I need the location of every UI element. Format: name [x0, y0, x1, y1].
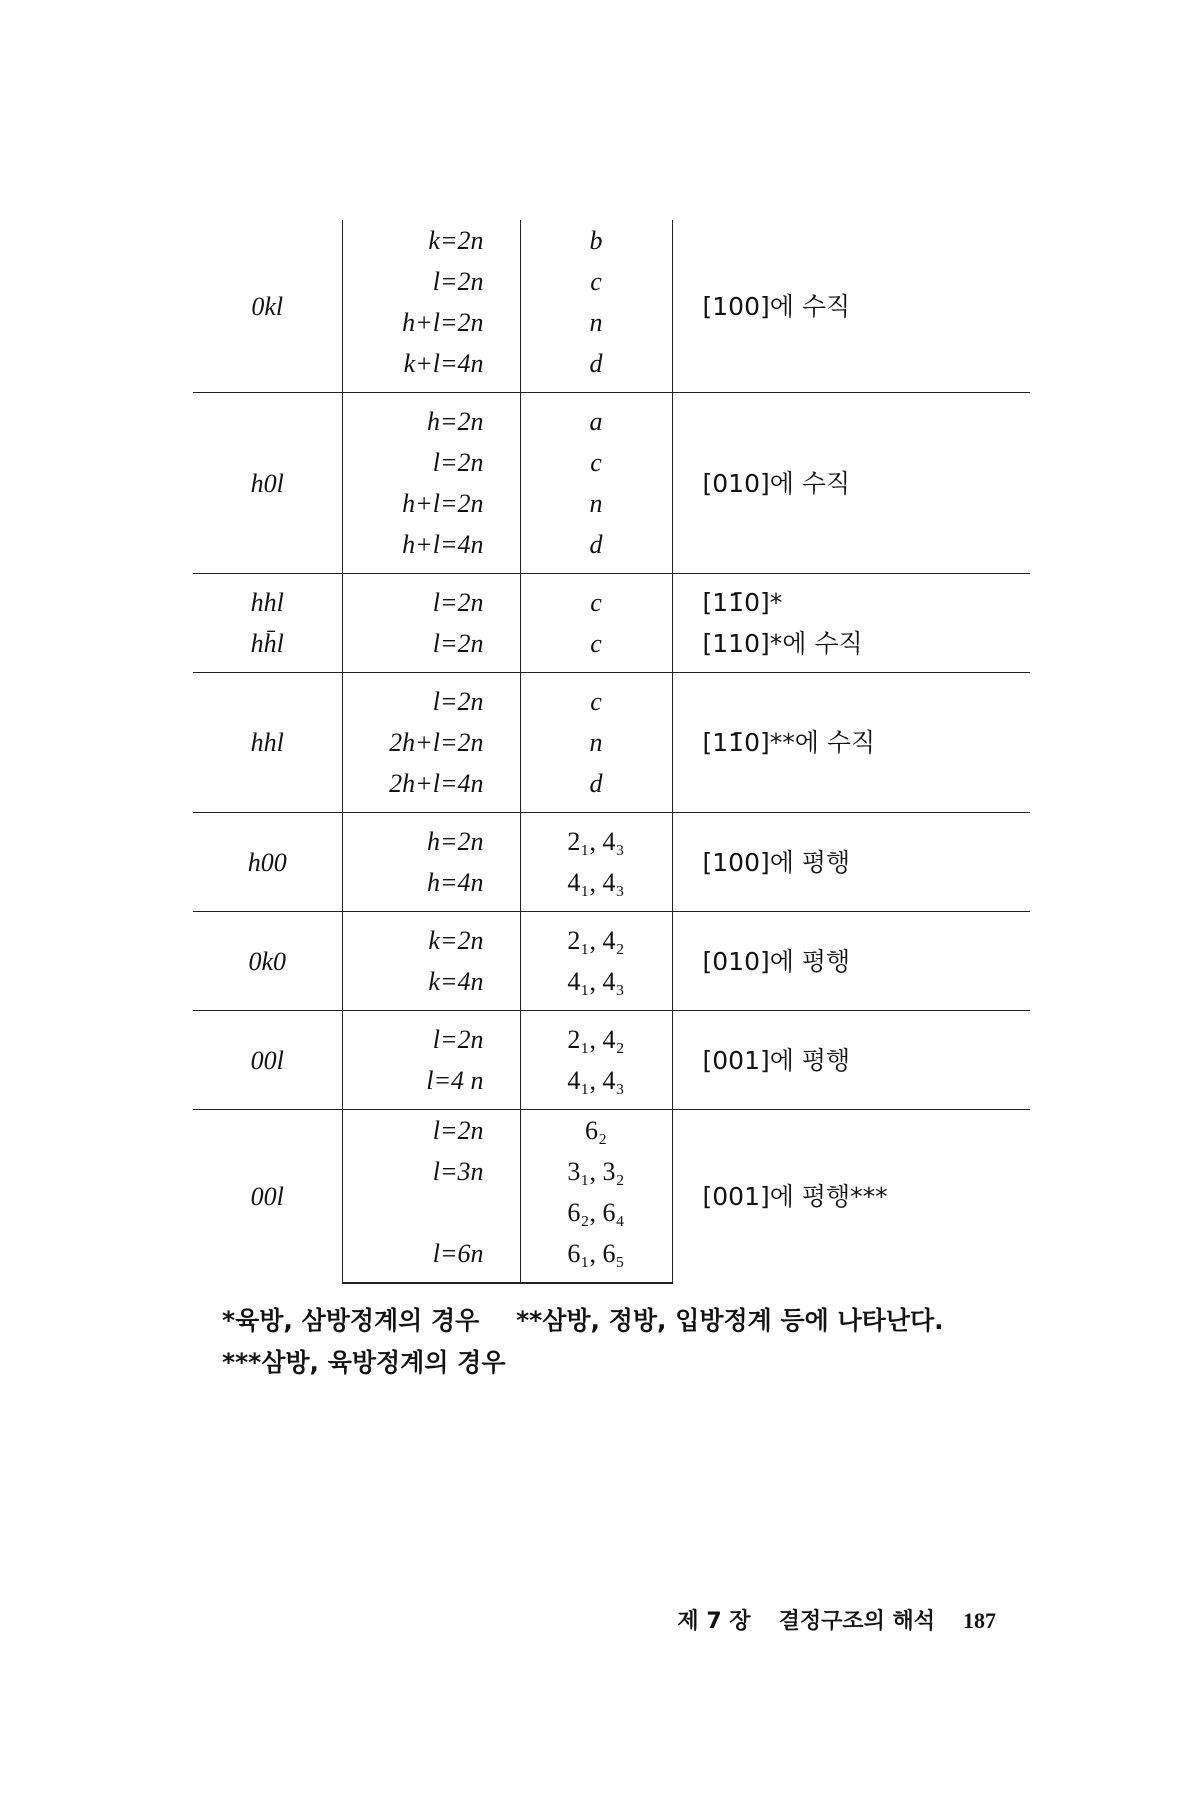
symbol-cell: b	[520, 220, 672, 261]
chapter-label: 제 7 장	[677, 1609, 751, 1634]
condition-cell: l=2n	[342, 623, 520, 673]
table-row	[193, 813, 1030, 863]
reflection-cell: hhl	[193, 673, 342, 813]
orientation-cell: [11̄0]*	[672, 574, 1030, 624]
symbol-cell: 6₁, 6₅	[520, 1233, 672, 1283]
footnote-trigonal-hexagonal: ***삼방, 육방정계의 경우	[222, 1348, 506, 1377]
table-footnotes	[222, 1300, 944, 1384]
chapter-title: 결정구조의 해석	[778, 1609, 935, 1634]
condition-cell: l=2n	[342, 442, 520, 483]
condition-cell: l=3n	[342, 1151, 520, 1192]
symbol-cell: 6₂	[520, 1110, 672, 1152]
orientation-cell: [010]에 수직	[672, 393, 1030, 574]
orientation-cell: [001]에 평행	[672, 1011, 1030, 1110]
condition-cell: l=2n	[342, 673, 520, 723]
symbol-cell: 2₁, 4₃	[520, 813, 672, 863]
footnote-line	[222, 1342, 944, 1384]
symbol-cell: c	[520, 261, 672, 302]
condition-cell: l=2n	[342, 1110, 520, 1152]
footnote-line	[222, 1300, 944, 1342]
condition-cell: h=2n	[342, 813, 520, 863]
table-row	[193, 673, 1030, 723]
symbol-cell: c	[520, 673, 672, 723]
condition-cell: h=2n	[342, 393, 520, 443]
reflection-cell: hh̄l	[250, 629, 284, 658]
condition-cell: k+l=4n	[342, 343, 520, 393]
table-row	[193, 1110, 1030, 1152]
extinction-conditions-table	[193, 220, 1030, 1284]
table-row	[193, 393, 1030, 443]
condition-cell: h+l=2n	[342, 302, 520, 343]
symbol-cell: 2₁, 4₂	[520, 1011, 672, 1061]
orientation-cell: [11̄0]**에 수직	[672, 673, 1030, 813]
condition-cell: 2h+l=2n	[342, 722, 520, 763]
table-row	[193, 1011, 1030, 1061]
orientation-cell: [001]에 평행***	[672, 1110, 1030, 1284]
footnote-trigonal-tetragonal-cubic: **삼방, 정방, 입방정계 등에 나타난다.	[516, 1306, 944, 1335]
symbol-cell: d	[520, 763, 672, 813]
page-footer	[677, 1604, 996, 1635]
condition-cell	[342, 1192, 520, 1233]
orientation-cell: [100]에 수직	[672, 220, 1030, 393]
page-number: 187	[963, 1608, 996, 1633]
symbol-cell: 6₂, 6₄	[520, 1192, 672, 1233]
table-row	[193, 574, 1030, 624]
extinction-table-container	[193, 220, 1030, 1284]
reflection-cell: hhl	[193, 574, 342, 624]
symbol-cell: n	[520, 483, 672, 524]
symbol-cell: c	[520, 623, 672, 673]
condition-cell: l=2n	[342, 1011, 520, 1061]
symbol-cell: d	[520, 524, 672, 574]
footnote-hexagonal-trigonal: *육방, 삼방정계의 경우	[222, 1306, 480, 1335]
symbol-cell: 4₁, 4₃	[520, 961, 672, 1011]
condition-cell: l=4 n	[342, 1060, 520, 1110]
condition-cell: l=2n	[342, 574, 520, 624]
orientation-cell: [100]에 평행	[672, 813, 1030, 912]
reflection-cell: 00l	[193, 1011, 342, 1110]
reflection-cell: 0kl	[251, 291, 284, 321]
symbol-cell: n	[520, 722, 672, 763]
table-row	[193, 623, 1030, 673]
condition-cell: l=6n	[342, 1233, 520, 1283]
orientation-cell: [010]에 평행	[672, 912, 1030, 1011]
symbol-cell: 2₁, 4₂	[520, 912, 672, 962]
reflection-cell: 00l	[193, 1110, 342, 1284]
condition-cell: k=2n	[342, 220, 520, 261]
symbol-cell: n	[520, 302, 672, 343]
condition-cell: h=4n	[342, 862, 520, 912]
condition-cell: 2h+l=4n	[342, 763, 520, 813]
reflection-cell: 0k0	[193, 912, 342, 1011]
symbol-cell: c	[520, 442, 672, 483]
table-row	[193, 220, 1030, 261]
reflection-cell: h0l	[193, 393, 342, 574]
reflection-cell: h00	[193, 813, 342, 912]
orientation-cell: [110]*에 수직	[672, 623, 1030, 673]
condition-cell: l=2n	[342, 261, 520, 302]
symbol-cell: a	[520, 393, 672, 443]
symbol-cell: 3₁, 3₂	[520, 1151, 672, 1192]
symbol-cell: 4₁, 4₃	[520, 1060, 672, 1110]
condition-cell: h+l=2n	[342, 483, 520, 524]
symbol-cell: c	[520, 574, 672, 624]
condition-cell: k=4n	[342, 961, 520, 1011]
table-row	[193, 912, 1030, 962]
symbol-cell: d	[520, 343, 672, 393]
condition-cell: k=2n	[342, 912, 520, 962]
condition-cell: h+l=4n	[342, 524, 520, 574]
symbol-cell: 4₁, 4₃	[520, 862, 672, 912]
